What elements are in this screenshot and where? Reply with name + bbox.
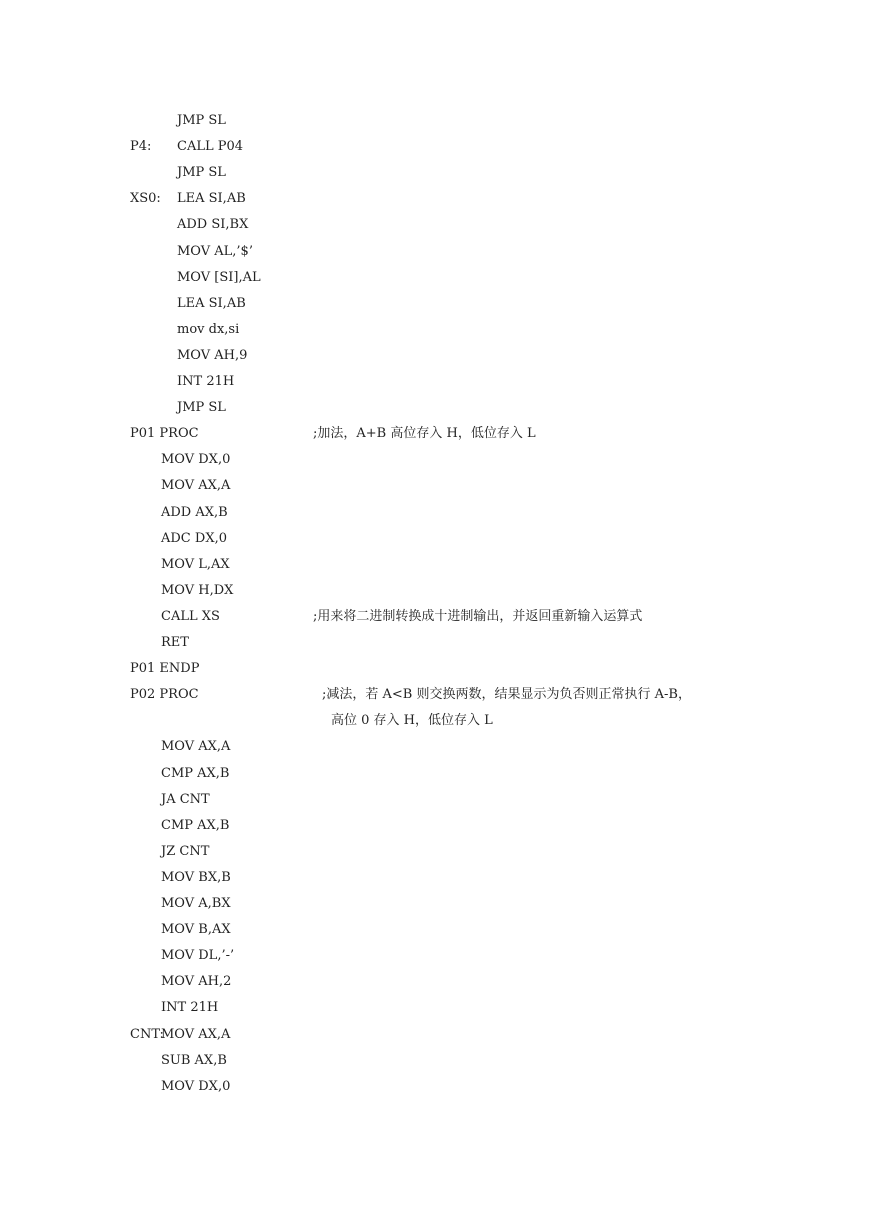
code-line bbox=[0, 630, 869, 656]
code-line bbox=[0, 212, 869, 238]
code-line bbox=[0, 526, 869, 552]
line-code: JMP SL bbox=[177, 165, 226, 181]
code-line bbox=[0, 1022, 869, 1048]
code-line bbox=[0, 239, 869, 265]
code-line bbox=[0, 682, 869, 708]
line-code: MOV AL,’$’ bbox=[177, 243, 253, 259]
line-code: INT 21H bbox=[177, 374, 235, 389]
line-code: MOV H,DX bbox=[161, 582, 234, 598]
code-line bbox=[0, 447, 869, 473]
line-code: ADD AX,B bbox=[161, 504, 228, 520]
code-line bbox=[0, 708, 869, 734]
code-line bbox=[0, 813, 869, 839]
line-code: MOV AX,A bbox=[161, 478, 231, 494]
code-line bbox=[0, 839, 869, 865]
line-code: MOV AH,2 bbox=[161, 974, 232, 990]
code-line bbox=[0, 917, 869, 943]
line-label: P01 ENDP bbox=[130, 661, 200, 677]
code-line bbox=[0, 473, 869, 499]
line-code: ADD SI,BX bbox=[177, 217, 249, 233]
line-code: MOV [SI],AL bbox=[177, 269, 261, 285]
line-comment: ;用来将二进制转换成十进制输出，并返回重新输入运算式 bbox=[313, 608, 643, 624]
code-line bbox=[0, 761, 869, 787]
line-code: LEA SI,AB bbox=[177, 191, 246, 207]
line-code: ADC DX,0 bbox=[161, 530, 227, 546]
code-line bbox=[0, 317, 869, 343]
code-line bbox=[0, 421, 869, 447]
line-code: MOV DX,0 bbox=[161, 452, 231, 468]
line-code: JZ CNT bbox=[161, 843, 210, 859]
line-label: CNT: bbox=[130, 1026, 164, 1042]
code-line bbox=[0, 604, 869, 630]
code-line bbox=[0, 160, 869, 186]
code-line bbox=[0, 395, 869, 421]
code-line bbox=[0, 343, 869, 369]
code-line bbox=[0, 734, 869, 760]
line-code: CALL P04 bbox=[177, 139, 244, 155]
code-line bbox=[0, 134, 869, 160]
code-line bbox=[0, 265, 869, 291]
line-label: XS0: bbox=[130, 191, 161, 207]
line-label: P01 PROC bbox=[130, 426, 199, 442]
line-code: RET bbox=[161, 635, 189, 650]
line-code: INT 21H bbox=[161, 1000, 219, 1016]
line-code: MOV AX,A bbox=[161, 1026, 231, 1042]
line-code: MOV DL,’-’ bbox=[161, 948, 235, 964]
line-label: P4: bbox=[130, 139, 152, 155]
code-line bbox=[0, 995, 869, 1021]
code-line bbox=[0, 369, 869, 395]
line-code: CALL XS bbox=[161, 608, 220, 624]
line-code: CMP AX,B bbox=[161, 765, 230, 781]
code-line bbox=[0, 943, 869, 969]
code-line bbox=[0, 500, 869, 526]
code-line bbox=[0, 656, 869, 682]
line-code: LEA SI,AB bbox=[177, 295, 246, 311]
code-line bbox=[0, 552, 869, 578]
line-code: MOV DX,0 bbox=[161, 1078, 231, 1094]
line-code: MOV AX,A bbox=[161, 739, 231, 755]
line-code: MOV BX,B bbox=[161, 869, 231, 885]
line-code: MOV A,BX bbox=[161, 896, 231, 911]
line-code: MOV L,AX bbox=[161, 556, 230, 572]
line-code: JMP SL bbox=[177, 400, 226, 416]
code-line bbox=[0, 186, 869, 212]
code-line bbox=[0, 787, 869, 813]
code-line bbox=[0, 969, 869, 995]
line-code: mov dx,si bbox=[177, 321, 240, 337]
code-line bbox=[0, 891, 869, 917]
code-line bbox=[0, 291, 869, 317]
code-line bbox=[0, 1048, 869, 1074]
code-line bbox=[0, 578, 869, 604]
line-comment: ;减法，若 A<B 则交换两数，结果显示为负否则正常执行 A-B， bbox=[322, 687, 691, 703]
code-line bbox=[0, 108, 869, 134]
line-comment: 高位 0 存入 H，低位存入 L bbox=[331, 713, 493, 729]
code-line bbox=[0, 865, 869, 891]
line-code: MOV AH,9 bbox=[177, 347, 248, 363]
line-code: JA CNT bbox=[161, 791, 210, 807]
line-code: JMP SL bbox=[177, 113, 226, 128]
line-label: P02 PROC bbox=[130, 687, 199, 703]
line-comment: ;加法，A+B 高位存入 H，低位存入 L bbox=[313, 426, 536, 442]
line-code: SUB AX,B bbox=[161, 1052, 227, 1068]
line-code: MOV B,AX bbox=[161, 922, 231, 938]
code-line bbox=[0, 1074, 869, 1100]
line-code: CMP AX,B bbox=[161, 817, 230, 833]
